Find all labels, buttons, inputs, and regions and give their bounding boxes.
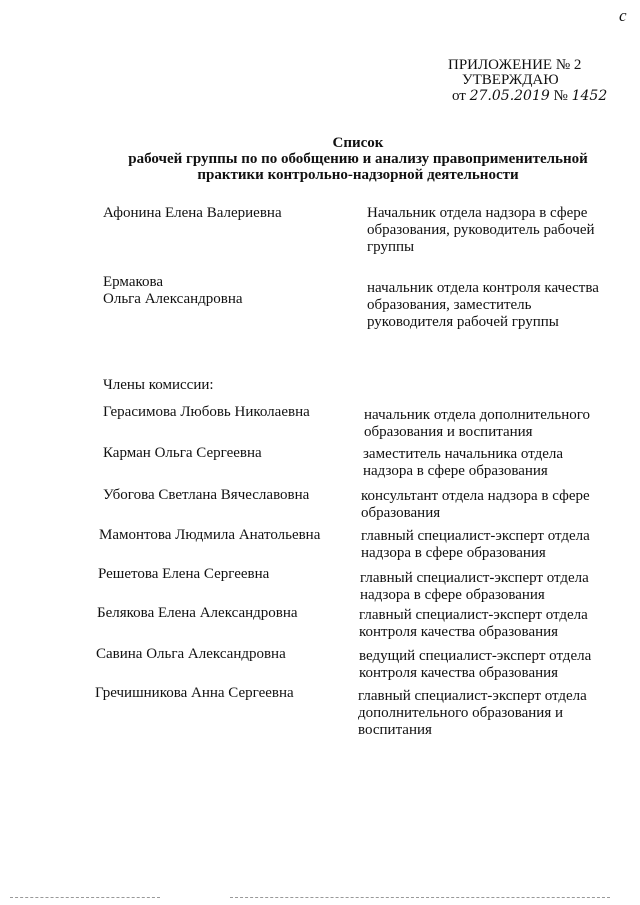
scan-artifact-line xyxy=(230,897,610,899)
member-name: Гречишникова Анна Сергеевна xyxy=(95,685,294,701)
from-label: от xyxy=(452,88,466,104)
leader-role: Начальник отдела надзора в сфере образования, руководитель рабочей группы xyxy=(367,205,595,255)
member-role: главный специалист-эксперт отдела надзора в сфере образования xyxy=(361,528,590,561)
member-role: консультант отдела надзора в сфере образования xyxy=(361,488,590,521)
member-name: Савина Ольга Александровна xyxy=(96,646,286,662)
appendix-label: ПРИЛОЖЕНИЕ № 2 xyxy=(448,57,582,73)
deputy-name-line-2: Ольга Александровна xyxy=(103,291,243,307)
approval-date-line xyxy=(452,88,607,105)
member-role: начальник отдела дополнительного образования и воспитания xyxy=(364,407,591,440)
handwritten-date: 27.05.2019 xyxy=(469,88,550,104)
member-role: заместитель начальника отдела надзора в сфере образования xyxy=(363,446,563,479)
member-name: Убогова Светлана Вячеславовна xyxy=(103,487,310,503)
deputy-role: начальник отдела контроля качества образования, заместитель руководителя рабочей группы xyxy=(367,280,599,330)
document-title: Список xyxy=(332,135,384,151)
number-label: № xyxy=(553,88,568,104)
handwritten-number: 1452 xyxy=(571,88,608,104)
corner-page-mark: c xyxy=(619,6,627,25)
member-role: ведущий специалист-эксперт отдела контроля качества образования xyxy=(359,648,592,681)
deputy-name-line-1: Ермакова xyxy=(103,274,164,290)
leader-name: Афонина Елена Валериевна xyxy=(103,205,282,221)
members-heading: Члены комиссии: xyxy=(103,377,214,393)
member-role: главный специалист-эксперт отдела дополнительного образования и воспитания xyxy=(358,688,587,738)
member-name: Решетова Елена Сергеевна xyxy=(98,566,270,582)
member-name: Герасимова Любовь Николаевна xyxy=(103,404,310,420)
member-name: Карман Ольга Сергеевна xyxy=(103,445,262,461)
document-subtitle-line-1: рабочей группы по по обобщению и анализу правоприменительной xyxy=(128,151,588,167)
member-name: Белякова Елена Александровна xyxy=(97,605,298,621)
member-name: Мамонтова Людмила Анатольевна xyxy=(99,527,321,543)
member-role: главный специалист-эксперт отдела контроля качества образования xyxy=(359,607,588,640)
approval-label: УТВЕРЖДАЮ xyxy=(462,72,559,88)
scan-artifact-line xyxy=(10,897,160,899)
member-role: главный специалист-эксперт отдела надзора в сфере образования xyxy=(360,570,589,603)
document-subtitle-line-2: практики контрольно-надзорной деятельности xyxy=(197,167,519,183)
